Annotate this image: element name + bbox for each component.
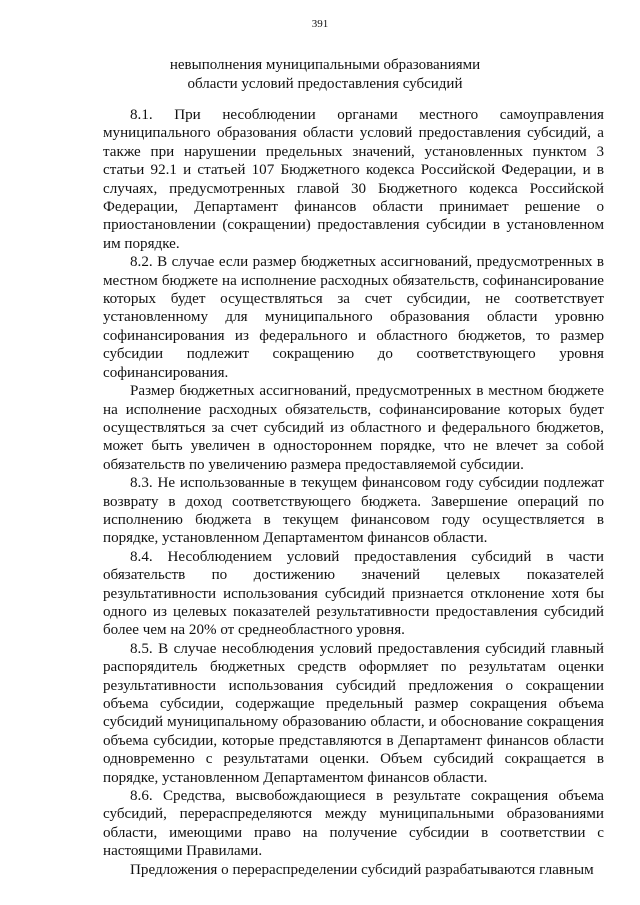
section-heading-line-1: невыполнения муниципальными образованиями bbox=[169, 57, 481, 73]
paragraph-8-6: 8.6. Средства, высвобождающиеся в результате сокращения объема субсидий, перераспределяются между муниципальными образованиями области, имеющими право на получение субсидии в соответствии с настоящими Правилами. bbox=[103, 788, 604, 860]
paragraph-8-4: 8.4. Несоблюдением условий предоставления субсидий в части обязательств по достижению значений целевых показателей результативности использования субсидий признается отклонение хотя бы одного из целевых показателей результативности предоставления субсидий более чем на 20% от среднеобластного уровня. bbox=[103, 548, 604, 639]
section-heading bbox=[80, 56, 570, 94]
paragraph-8-5: 8.5. В случае несоблюдения условий предоставления субсидий главный распорядитель бюджетных средств оформляет по результатам оценки результативности использования субсидий предложения о сокращении объема субсидии, содержащие предельный размер сокращения объема субсидий муниципальному образованию области, и обоснование сокращения объема субсидии, которые представляются в Департамент финансов области одновременно с результатами оценки. Объем субсидий сокращается в порядке, установленном Департаментом финансов области. bbox=[103, 640, 604, 786]
paragraph-8-1: 8.1. При несоблюдении органами местного самоуправления муниципального образования области условий предоставления субсидий, а также при нарушении предельных значений, установленных пунктом 3 статьи 92.1 и статьей 107 Бюджетного кодекса Российской Федерации, и в случаях, предусмотренных главой 30 Бюджетного кодекса Российской Федерации, Департамент финансов области принимает решение о приостановлении (сокращении) предоставления субсидии в установленном им порядке. bbox=[103, 107, 604, 252]
paragraph-8-3: 8.3. Не использованные в текущем финансовом году субсидии подлежат возврату в доход соответствующего бюджета. Завершение операций по исполнению бюджета в текущем финансовом году осуществляется в порядке, установленном Департаментом финансов области. bbox=[103, 475, 604, 547]
section-heading-line-2: области условий предоставления субсидий bbox=[187, 76, 463, 92]
paragraph-8-2-continuation: Размер бюджетных ассигнований, предусмотренных в местном бюджете на исполнение расходных обязательств, софинансирование которых будет осуществляться за счет субсидий из областного и федерального бюджетов, может быть увеличен в одностороннем порядке, что не влечет за собой обязательств по увеличению размера предоставляемой субсидии. bbox=[103, 383, 604, 473]
paragraph-8-6-continuation: Предложения о перераспределении субсидий разрабатываются главным bbox=[130, 861, 594, 878]
document-body bbox=[103, 106, 604, 879]
page-number: 391 bbox=[311, 18, 329, 30]
paragraph-8-2: 8.2. В случае если размер бюджетных ассигнований, предусмотренных в местном бюджете на исполнение расходных обязательств, софинансирование которых будет осуществляться за счет субсидии, не соответствует установленному для муниципального образования области уровню софинансирования из федерального и областного бюджетов, то размер субсидии подлежит сокращению до соответствующего уровня софинансирования. bbox=[103, 254, 604, 381]
